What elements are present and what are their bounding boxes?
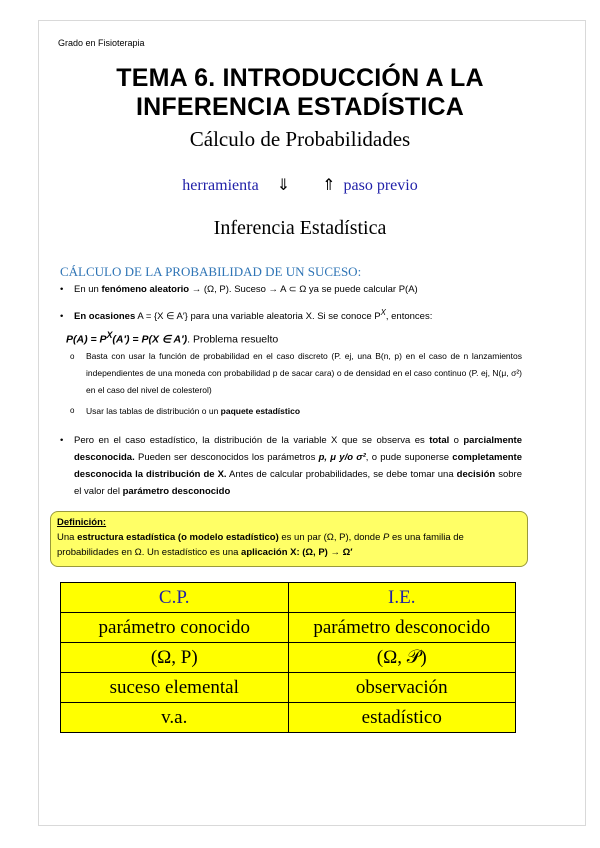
ring-bullet-icon: o [70, 406, 75, 415]
up-arrow-icon: ⇑ [322, 177, 336, 194]
course-label: Grado en Fisioterapia [58, 38, 145, 48]
diagram-right-label: paso previo [343, 177, 418, 194]
down-arrow-icon: ⇓ [276, 177, 291, 194]
table-cell: parámetro conocido [61, 613, 289, 643]
table-row [61, 703, 516, 733]
table-header-row [61, 583, 516, 613]
section-heading: CÁLCULO DE LA PROBABILIDAD DE UN SUCESO: [60, 264, 362, 279]
diagram-top: Cálculo de Probabilidades [189, 127, 411, 151]
table-cell: estadístico [288, 703, 516, 733]
table-cell: (Ω, 𝒫) [288, 643, 516, 673]
sub-bullet-1: o Basta con usar la función de probabilidad en el caso discreto (P. ej, una B(n, p) en el caso de n lanzamientos independientes de una moneda con probabilidad p de sacar cara) o de densidad en el caso continuo (P. ej, N(μ, σ²) en el caso del nivel de colesterol) [86, 348, 522, 399]
bullet-3: • Pero en el caso estadístico, la distribución de la variable X que se observa es total o parcialmente desconocida. Pueden ser desconocidos los parámetros p, μ y/o σ², o pude suponerse completamente desconocida la distribución de X. Antes de calcular probabilidades, se debe tomar una decisión sobre el valor del parámetro desconocido [74, 432, 522, 500]
table-cell: observación [288, 673, 516, 703]
definition-box [50, 511, 528, 567]
table-cell: (Ω, P) [61, 643, 289, 673]
table-cell: suceso elemental [61, 673, 289, 703]
bullet-dot-icon: • [60, 284, 64, 295]
header-ie: I.E. [288, 583, 516, 613]
table-row [61, 673, 516, 703]
diagram-arrows [60, 175, 540, 195]
table-cell: v.a. [61, 703, 289, 733]
ring-bullet-icon: o [70, 352, 75, 361]
diagram-bottom: Inferencia Estadística [213, 217, 387, 239]
bullet-dot-icon: • [60, 311, 64, 323]
definition-text: Una estructura estadística (o modelo estadístico) es un par (Ω, P), donde P es una familia de probabilidades en Ω. Un estadístico es una aplicación X: (Ω, P) → Ω′ [57, 532, 464, 558]
header-cp: C.P. [61, 583, 289, 613]
comparison-table [60, 582, 516, 733]
bullet-2: • En ocasiones A = {X ∈ A′} para una variable aleatoria X. Si se conoce $P^X$, entonces: [60, 308, 433, 323]
page-title [60, 64, 540, 122]
table-row [61, 643, 516, 673]
title-line-2: INFERENCIA ESTADÍSTICA [135, 93, 465, 121]
bullet-1: • En un fenómeno aleatorio → (Ω, P). Suceso → A ⊂ Ω ya se puede calcular P(A) [60, 284, 418, 295]
diagram-left-label: herramienta [182, 177, 259, 194]
definition-label: Definición: [57, 517, 107, 528]
table-cell: parámetro desconocido [288, 613, 516, 643]
bullet-dot-icon: • [60, 435, 64, 446]
formula-line: $P(A) = P^X(A') = P(X$ ∈ A′). Problema resuelto [66, 330, 279, 346]
title-line-1: TEMA 6. INTRODUCCIÓN A LA [116, 64, 484, 92]
sub-bullet-2: o Usar las tablas de distribución o un paquete estadístico [70, 406, 301, 416]
table-row [61, 613, 516, 643]
